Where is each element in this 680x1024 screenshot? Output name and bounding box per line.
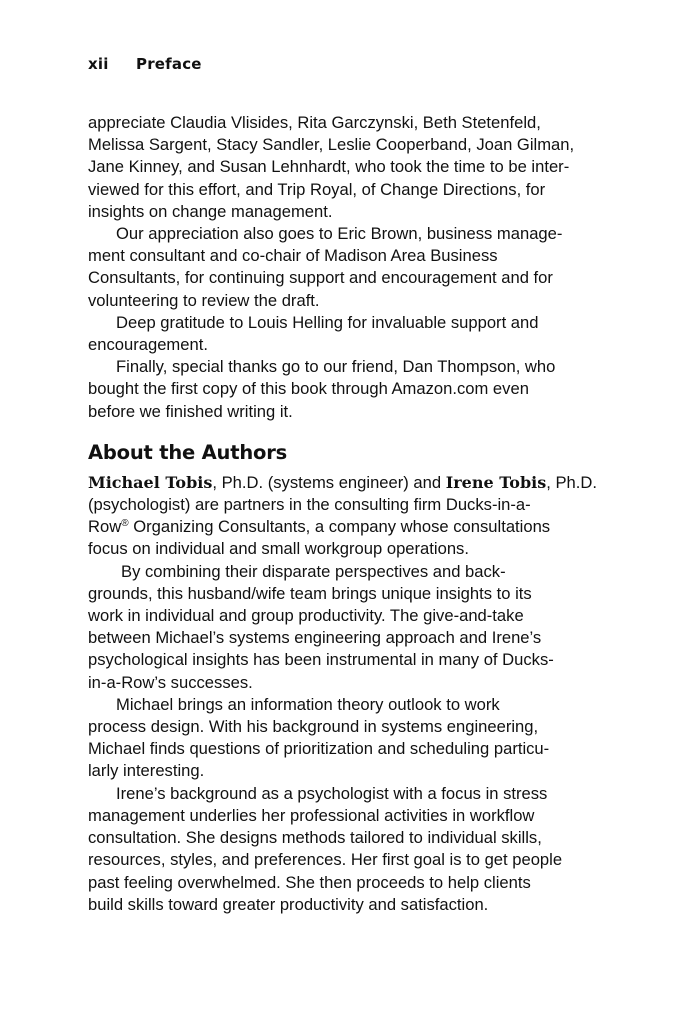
text-line: Our appreciation also goes to Eric Brown, business manage- (116, 224, 563, 244)
text-line: consultation. She designs methods tailored to individual skills, (88, 828, 542, 848)
text-line: before we finished writing it. (88, 401, 293, 421)
text-line: Deep gratitude to Louis Helling for invaluable support and (116, 312, 539, 332)
text-line: insights on change management. (88, 201, 333, 221)
text-line: By combining their disparate perspectives and back- (121, 561, 506, 581)
text-line (88, 516, 608, 538)
chapter-title: Preface (136, 55, 202, 73)
text-line: management underlies her professional activities in workflow (88, 805, 535, 825)
about-paragraph (88, 561, 608, 694)
text-line: grounds, this husband/wife team brings unique insights to its (88, 583, 532, 603)
text-line: Melissa Sargent, Stacy Sandler, Leslie Cooperband, Joan Gilman, (88, 135, 575, 155)
text-line: work in individual and group productivity. The give-and-take (88, 606, 524, 626)
text-run: Organizing Consultants, a company whose consultations (128, 517, 551, 537)
text-line: bought the first copy of this book through Amazon.com even (88, 379, 529, 399)
text-line: viewed for this effort, and Trip Royal, of Change Directions, for (88, 179, 546, 199)
author-name: Irene Tobis (445, 472, 547, 492)
text-run: Row (88, 517, 122, 537)
about-paragraph (88, 694, 608, 783)
text-line: larly interesting. (88, 761, 205, 781)
section-heading: About the Authors (88, 440, 288, 464)
text-line: volunteering to review the draft. (88, 290, 320, 310)
acknowledgment-paragraph (88, 356, 608, 423)
text-run: , Ph.D. (systems engineer) and (212, 472, 446, 492)
registered-mark: ® (121, 518, 129, 530)
body-text (88, 112, 608, 916)
page-number: xii (88, 55, 109, 73)
text-line: appreciate Claudia Vlisides, Rita Garczynski, Beth Stetenfeld, (88, 113, 541, 132)
acknowledgment-paragraph (88, 312, 608, 356)
author-name: Michael Tobis (88, 472, 213, 492)
text-line (88, 472, 608, 494)
text-line: Jane Kinney, and Susan Lehnhardt, who took the time to be inter- (88, 157, 570, 177)
text-line: Irene’s background as a psychologist with a focus in stress (116, 783, 548, 803)
text-line: between Michael’s systems engineering approach and Irene’s (88, 628, 542, 648)
text-line: encouragement. (88, 335, 208, 355)
text-line: resources, styles, and preferences. Her first goal is to get people (88, 850, 563, 870)
text-line: past feeling overwhelmed. She then proceeds to help clients (88, 872, 531, 892)
acknowledgment-paragraph (88, 112, 608, 223)
running-head (88, 55, 202, 73)
text-line: (psychologist) are partners in the consulting firm Ducks-in-a- (88, 495, 531, 515)
text-line: focus on individual and small workgroup operations. (88, 539, 469, 559)
text-line: psychological insights has been instrumental in many of Ducks- (88, 650, 554, 670)
text-line: build skills toward greater productivity and satisfaction. (88, 894, 489, 914)
acknowledgment-paragraph (88, 223, 608, 312)
text-line: Finally, special thanks go to our friend, Dan Thompson, who (116, 357, 556, 377)
authors-intro-paragraph (88, 472, 608, 561)
text-line: Consultants, for continuing support and encouragement and for (88, 268, 553, 288)
text-line: Michael brings an information theory outlook to work (116, 694, 500, 714)
text-line: in-a-Row’s successes. (88, 672, 253, 692)
about-paragraph (88, 783, 608, 916)
text-run: , Ph.D. (546, 472, 597, 492)
text-line: process design. With his background in systems engineering, (88, 717, 539, 737)
text-line: Michael finds questions of prioritization and scheduling particu- (88, 739, 550, 759)
text-line: ment consultant and co-chair of Madison Area Business (88, 246, 498, 266)
